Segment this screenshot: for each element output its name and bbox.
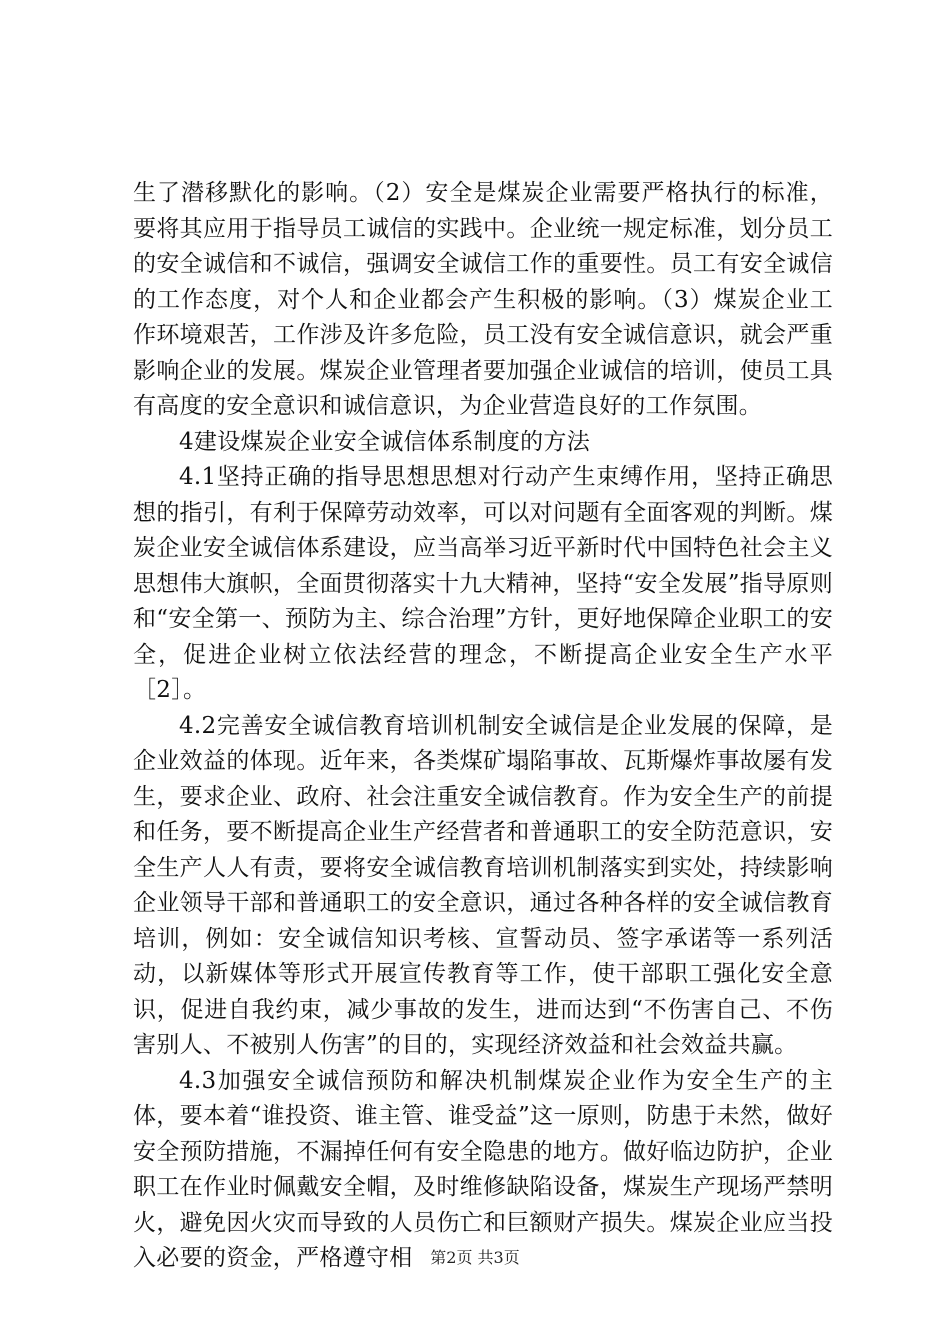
page-footer: 第2页 共3页 xyxy=(430,1248,520,1267)
paragraph-continuation: 生了潜移默化的影响。（2）安全是煤炭企业需要严格执行的标准，要将其应用于指导员工诚信的实践中。企业统一规定标准，划分员工的安全诚信和不诚信，强调安全诚信工作的重要性。员工有安全诚信的工作态度，对个人和企业都会产生积极的影响。（3）煤炭企业工作环境艰苦，工作涉及许多危险，员工没有安全诚信意识，就会严重影响企业的发展。煤炭企业管理者要加强企业诚信的培训，使员工具有高度的安全意识和诚信意识，为企业营造良好的工作氛围。 xyxy=(133,180,833,419)
paragraph-4-3: 4.3加强安全诚信预防和解决机制煤炭企业作为安全生产的主体，要本着“谁投资、谁主管、谁受益”这一原则，防患于未然，做好安全预防措施，不漏掉任何有安全隐患的地方。做好临边防护，企业职工在作业时佩戴安全帽，及时维修缺陷设备，煤炭生产现场严禁明火，避免因火灾而导致的人员伤亡和巨额财产损失。煤炭企业应当投入必要的资金，严格遵守相 xyxy=(133,1067,833,1271)
section-heading: 4建设煤炭企业安全诚信体系制度的方法 xyxy=(179,428,591,455)
paragraph-4-1: 4.1坚持正确的指导思想思想对行动产生束缚作用，坚持正确思想的指引，有利于保障劳动效率，可以对问题有全面客观的判断。煤炭企业安全诚信体系建设，应当高举习近平新时代中国特色社会主义思想伟大旗帜，全面贯彻落实十九大精神，坚持“安全发展”指导原则和“安全第一、预防为主、综合治理”方针，更好地保障企业职工的安全，促进企业树立依法经营的理念，不断提高企业安全生产水平［2］。 xyxy=(133,464,833,703)
body-text xyxy=(133,176,833,1277)
paragraph-4-2: 4.2完善安全诚信教育培训机制安全诚信是企业发展的保障，是企业效益的体现。近年来，各类煤矿塌陷事故、瓦斯爆炸事故屡有发生，要求企业、政府、社会注重安全诚信教育。作为安全生产的前提和任务，要不断提高企业生产经营者和普通职工的安全防范意识，安全生产人人有责，要将安全诚信教育培训机制落实到实处，持续影响企业领导干部和普通职工的安全意识，通过各种各样的安全诚信教育培训，例如：安全诚信知识考核、宣誓动员、签字承诺等一系列活动，以新媒体等形式开展宣传教育等工作，使干部职工强化安全意识，促进自我约束，减少事故的发生，进而达到“不伤害自己、不伤害别人、不被别人伤害”的目的，实现经济效益和社会效益共赢。 xyxy=(133,712,833,1058)
